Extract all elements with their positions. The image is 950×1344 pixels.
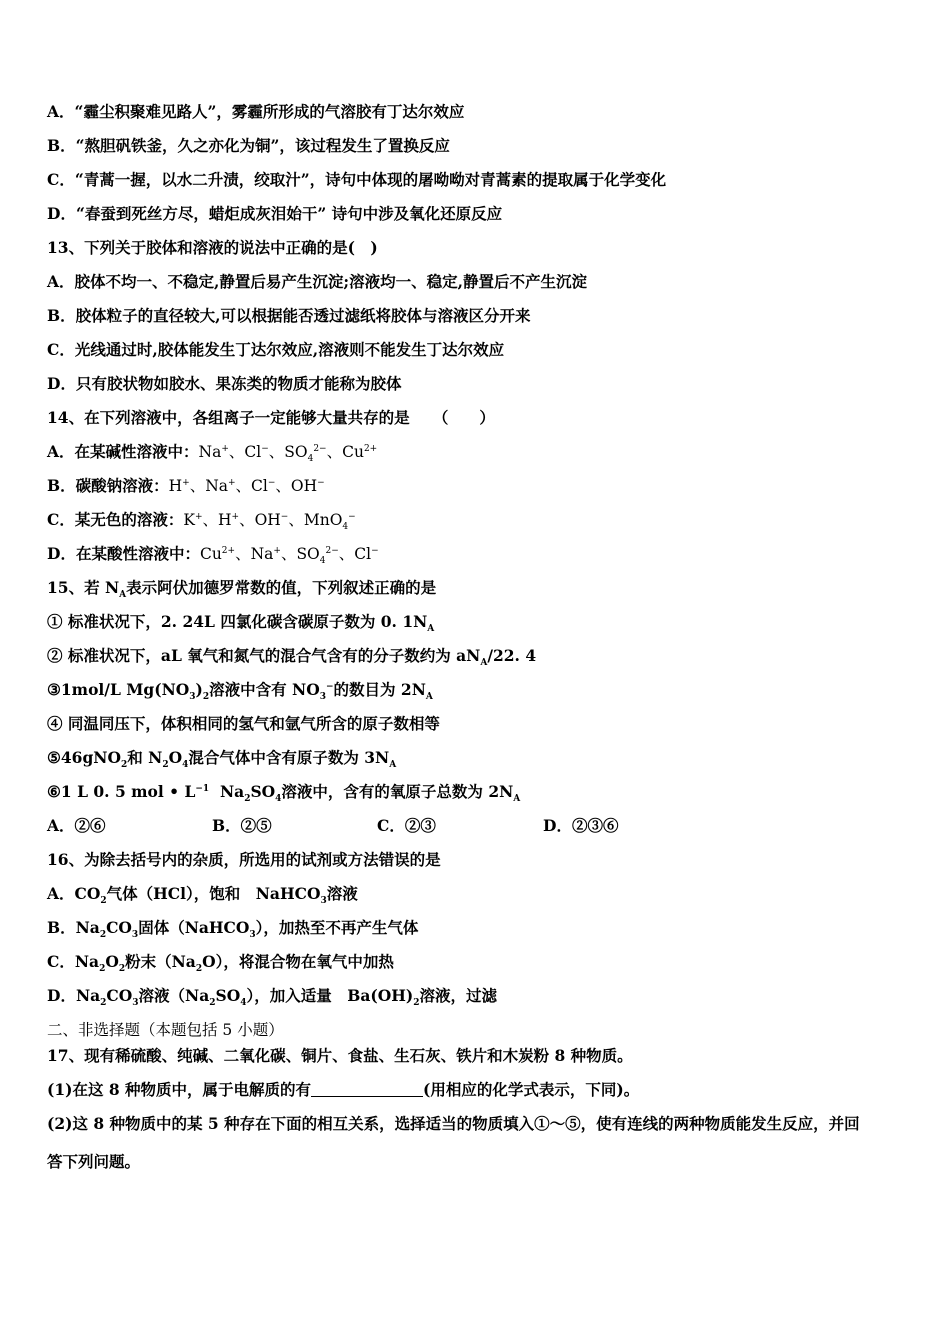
q16-option-a-pre: A．CO (47, 884, 101, 903)
q15-item-4: ④ 同温同压下，体积相同的氢气和氩气所含的原子数相等 (47, 714, 440, 733)
q16-option-c-pre: C．Na (47, 952, 100, 971)
q15-item-3-mid: 溶液中含有 NO (209, 680, 320, 699)
q15-stem-pre: 15、若 N (47, 578, 120, 597)
q16-option-a-end: 溶液 (326, 884, 358, 903)
q13-option-b: B．胶体粒子的直径较大,可以根据能否透过滤纸将胶体与溶液区分开来 (47, 306, 531, 325)
q14-option-d-label: D．在某酸性溶液中： (47, 544, 200, 563)
q16-option-d-mid: 溶液（Na (138, 986, 210, 1005)
q13-option-c: C．光线通过时,胶体能发生丁达尔效应,溶液则不能发生丁达尔效应 (47, 340, 505, 359)
q14-option-c: C．某无色的溶液：K+、H+、OH−、MnO$_4$− (47, 510, 356, 533)
q13-stem: 13、下列关于胶体和溶液的说法中正确的是( ) (47, 238, 378, 257)
q15-item-3-pre: ③1mol/L Mg(NO (47, 680, 190, 699)
q15-item-5: ⑤46gNO$_2$和 $N_2O_4$混合气体中含有原子数为 $3N_A$ (47, 748, 397, 771)
q17-part-2-cont: 答下列问题。 (47, 1152, 141, 1171)
q17-part-1-post: (用相应的化学式表示，下同)。 (423, 1080, 640, 1099)
q15-option-d: D．②③⑥ (543, 816, 619, 835)
q15-item-6-mid: Na (219, 782, 245, 801)
q15-option-b: B．②⑤ (212, 816, 272, 835)
q17-part-1 (47, 1080, 639, 1100)
q16-stem: 16、为除去括号内的杂质，所选用的试剂或方法错误的是 (47, 850, 441, 869)
q14-option-c-label: C．某无色的溶液： (47, 510, 184, 529)
q12-option-c: C．“青蒿一握，以水二升渍，绞取汁”，诗句中体现的屠呦呦对青蒿素的提取属于化学变化 (47, 170, 667, 189)
q15-item-5-mid1: 和 N (127, 748, 163, 767)
q15-option-a: A．②⑥ (47, 816, 106, 835)
q15-item-5-mid2: O (168, 748, 183, 767)
q14-option-b-label: B．碳酸钠溶液： (47, 476, 169, 495)
q16-option-c: C．$Na_2O_2$粉末$(Na_2O)$，将混合物在氧气中加热 (47, 952, 394, 975)
q16-option-b-end: ），加热至不再产生气体 (255, 918, 419, 937)
q16-option-d-pre: D．Na (47, 986, 101, 1005)
q14-option-b: B．碳酸钠溶液：H+、Na+、Cl−、OH− (47, 476, 325, 495)
q16-option-d-mid2: ），加入适量 Ba(OH) (246, 986, 414, 1005)
q15-options (47, 816, 618, 836)
q15-item-6: ⑥1 L 0. 5 mol • $L^{-1}$ $Na_2SO_4$溶液中，含有的氧原子总数为 $2N_A$ (47, 782, 521, 805)
q15-item-2: ② 标准状况下，aL 氧气和氮气的混合气含有的分子数约为 $aN_A/22$. 4 (47, 646, 537, 669)
q15-item-5-pre: ⑤46gNO (47, 748, 121, 767)
q16-option-d: D．$Na_2CO_3$溶液$(Na_2SO_4)$，加入适量 $Ba(OH)_2$溶液，过滤 (47, 986, 497, 1009)
q15-item-3-post: 的数目为 2N (333, 680, 426, 699)
q13-option-d: D．只有胶状物如胶水、果冻类的物质才能称为胶体 (47, 374, 402, 393)
q16-option-a-post: 气体（HCl），饱和 NaHCO (106, 884, 321, 903)
q15-item-1: ① 标准状况下，2. 24L 四氯化碳含碳原子数为 0. $1N_A$ (47, 612, 435, 635)
q12-option-d: D．“春蚕到死丝方尽，蜡炬成灰泪始干” 诗句中涉及氧化还原反应 (47, 204, 503, 223)
q15-option-c: C．②③ (377, 816, 436, 835)
answer-blank[interactable] (311, 1082, 423, 1097)
q16-option-d-end: 溶液，过滤 (419, 986, 497, 1005)
q15-item-6-post: 溶液中，含有的氧原子总数为 2N (281, 782, 514, 801)
q16-option-b-mid: 固体（NaHCO (138, 918, 250, 937)
q16-option-c-mid: 粉末（Na (125, 952, 196, 971)
q14-option-a-label: A．在某碱性溶液中： (47, 442, 199, 461)
section-heading: 二、非选择题（本题包括 5 小题） (47, 1021, 284, 1039)
q15-item-5-post: 混合气体中含有原子数为 3N (188, 748, 390, 767)
q17-part-2: (2)这 8 种物质中的某 5 种存在下面的相互关系，选择适当的物质填入①～⑤，使有连线的两种物质能发生反应，并回 (47, 1114, 860, 1133)
q15-item-1-text: ① 标准状况下，2. 24L 四氯化碳含碳原子数为 0. 1N (47, 612, 428, 631)
q15-stem-post: 表示阿伏加德罗常数的值，下列叙述正确的是 (126, 578, 437, 597)
q14-option-a: A．在某碱性溶液中：Na+、Cl−、$SO_4^{2-}$、$Cu^{2+}$ (47, 442, 378, 465)
q15-item-2-pre: ② 标准状况下，aL 氧气和氮气的混合气含有的分子数约为 aN (47, 646, 481, 665)
q12-option-a: A．“霾尘积聚难见路人”，雾霾所形成的气溶胶有丁达尔效应 (47, 102, 465, 121)
q14-stem: 14、在下列溶液中，各组离子一定能够大量共存的是 （ ） (47, 408, 495, 427)
q16-option-b: B．$Na_2CO_3$固体（NaHCO$_3$），加热至不再产生气体 (47, 918, 419, 941)
q15-item-2-post: /22. 4 (487, 646, 537, 665)
q16-option-a: A．$CO_2$气体（HCl），饱和 NaHCO$_3$溶液 (47, 884, 358, 907)
q17-stem: 17、现有稀硫酸、纯碱、二氧化碳、铜片、食盐、生石灰、铁片和木炭粉 8 种物质。 (47, 1046, 633, 1065)
q13-option-a: A．胶体不均一、不稳定,静置后易产生沉淀;溶液均一、稳定,静置后不产生沉淀 (47, 272, 588, 291)
q15-item-3: ③1mol/L $Mg(NO_3)_2$溶液中含有 $NO_3^-$的数目为 $2N_A$ (47, 680, 433, 703)
q14-option-d: D．在某酸性溶液中：$Cu^{2+}$、Na+、$SO_4^{2-}$、Cl− (47, 544, 379, 567)
q15-stem: 15、若 $N_A$表示阿伏加德罗常数的值，下列叙述正确的是 (47, 578, 437, 601)
q16-option-b-pre: B．Na (47, 918, 100, 937)
q16-option-c-end: O），将混合物在氧气中加热 (202, 952, 394, 971)
q17-part-1-pre: (1)在这 8 种物质中，属于电解质的有 (47, 1080, 312, 1099)
q12-option-b: B．“熬胆矾铁釜，久之亦化为铜”，该过程发生了置换反应 (47, 136, 450, 155)
q15-item-6-pre: ⑥1 L 0. 5 mol • L (47, 782, 196, 801)
